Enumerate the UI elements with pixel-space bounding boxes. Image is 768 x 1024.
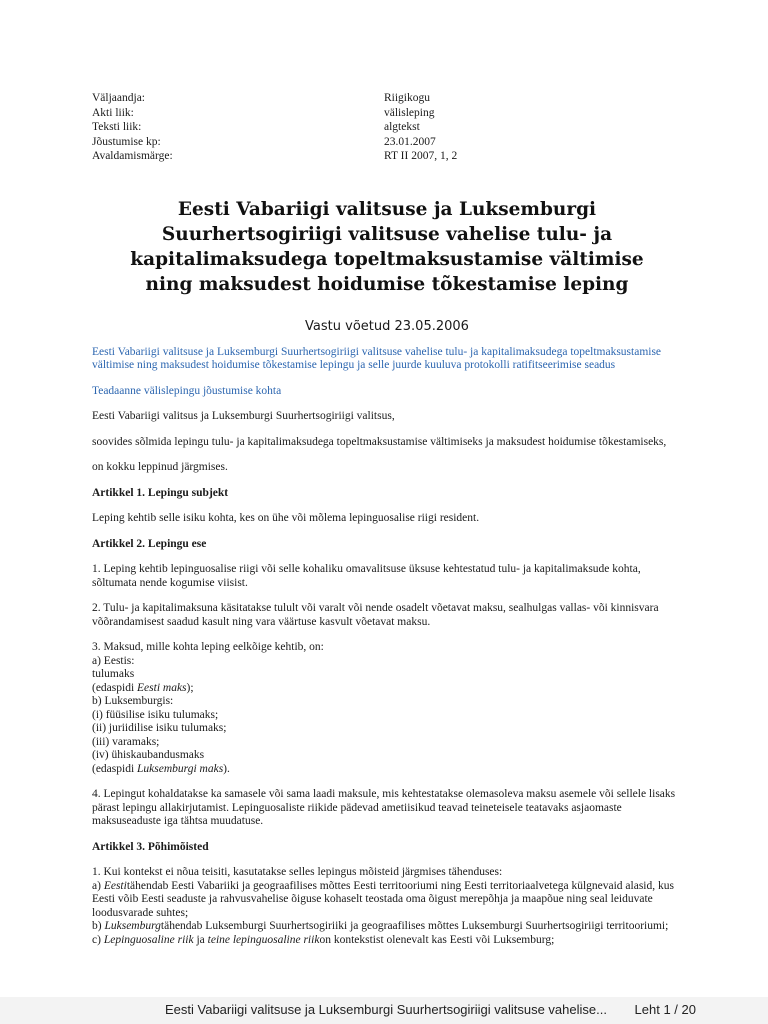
defined-term: Lepinguosaline riik (103, 933, 194, 946)
meta-key: Väljaandja: (92, 92, 146, 104)
list-line: (iv) ühiskaubandusmaks (92, 749, 205, 761)
text-fragment: (edaspidi (92, 681, 138, 694)
defined-term: teine lepinguosaline riik (207, 933, 320, 946)
definition-c: c) Lepinguosaline riik ja teine lepinguosaline riikon kontekstist olenevalt kas Eesti või Luksemburg; (92, 933, 555, 946)
footer-document-title: Eesti Vabariigi valitsuse ja Luksemburgi Suurhertsogiriigi valitsuse vahelise... (165, 1002, 607, 1017)
list-line (92, 763, 682, 777)
meta-key: Jõustumise kp: (92, 135, 161, 148)
text-fragment: ). (223, 762, 230, 775)
preamble-paragraph: soovides sõlmida lepingu tulu- ja kapitalimaksudega topeltmaksustamise vältimiseks ja maksudest hoidumise tõkestamiseks, (92, 435, 667, 448)
article-1-heading: Artikkel 1. Lepingu subjekt (92, 486, 229, 499)
article-1-text: Leping kehtib selle isiku kohta, kes on ühe või mõlema lepinguosalise riigi resident. (92, 512, 480, 524)
definition-b: b) Luksemburgtähendab Luksemburgi Suurhertsogiriiki ja geograafilises mõttes Luksemburgi Suurhertsogiriigi territooriumi; (92, 920, 669, 932)
meta-row (92, 136, 682, 151)
meta-value: algtekst (384, 121, 420, 133)
list-line: b) Luksemburgis: (92, 695, 174, 707)
text-fragment: (edaspidi (92, 762, 138, 775)
metadata-table (92, 92, 682, 165)
list-line: (iii) varamaks; (92, 735, 160, 748)
page-counter: Leht 1 / 20 (634, 1002, 696, 1017)
defined-term: Luksemburg (104, 920, 161, 932)
list-line: 3. Maksud, mille kohta leping eelkõige kehtib, on: (92, 641, 324, 653)
article-2-heading: Artikkel 2. Lepingu ese (92, 537, 207, 550)
defined-term: Luksemburgi maks (137, 762, 224, 775)
article-2-paragraph-3 (92, 641, 682, 776)
meta-row (92, 107, 682, 122)
title-line: ning maksudest hoidumise tõkestamise leping (145, 273, 629, 295)
title-line: Suurhertsogiriigi valitsuse vahelise tulu- ja (161, 223, 613, 245)
defined-term: Eesti (103, 879, 127, 892)
text-fragment: ); (186, 681, 194, 694)
entry-into-force-notice-link[interactable]: Teadaanne välislepingu jõustumise kohta (92, 384, 282, 397)
list-line (92, 682, 682, 696)
meta-key: Avaldamismärge: (92, 150, 173, 162)
definition-a: a) Eestitähendab Eesti Vabariiki ja geograafilises mõttes Eesti territooriumi ning Eesti territoriaalvetega külgnevaid alasid, kus Eesti võib Eesti seaduste ja rahvusvahelise õiguse kohaselt teostada oma õigust merepõhja ja maapõue ning seal leiduvate loodusvarade suhtes; (92, 879, 674, 919)
article-3-heading: Artikkel 3. Põhimõisted (92, 840, 209, 853)
list-line: (ii) juriidilise isiku tulumaks; (92, 722, 227, 734)
defined-term: Eesti maks (137, 681, 187, 694)
definition-text: tähendab Luksemburgi Suurhertsogiriiki ja geograafilises mõttes Luksemburgi Suurhertsogiriigi territooriumi; (160, 920, 669, 932)
title-line: Eesti Vabariigi valitsuse ja Luksemburgi (177, 198, 597, 220)
meta-key: Teksti liik: (92, 121, 142, 133)
article-2-paragraph-2: 2. Tulu- ja kapitalimaksuna käsitatakse tulult või varalt või nende osadelt võetavat maksu, sealhulgas vallas- või kinnisvara võõrandamisest saadud kasult ning vara väärtuse kasvult võetavat maksu. (92, 602, 659, 628)
meta-value: RT II 2007, 1, 2 (384, 150, 458, 162)
definition-text: tähendab Eesti Vabariiki ja geograafilises mõttes Eesti territooriumi ning Eesti territoriaalvetega külgnevaid alasid, kus Eesti võib Eesti seaduste ja rahvusvahelise õiguse kohaselt teostada oma õigust merepõhja ja maapõue ning seal leiduvate loodusvarade suhtes; (92, 879, 674, 919)
meta-row (92, 92, 682, 107)
document-title (92, 197, 682, 297)
adoption-date: Vastu võetud 23.05.2006 (305, 318, 469, 334)
page-footer (0, 997, 768, 1024)
definition-text: on kontekstist olenevalt kas Eesti või Luksemburg; (319, 933, 555, 946)
meta-value: Riigikogu (384, 92, 431, 104)
meta-value: välisleping (384, 106, 435, 119)
ratification-law-link[interactable]: Eesti Vabariigi valitsuse ja Luksemburgi Suurhertsogiriigi valitsuse vahelise tulu- ja kapitalimaksudega topeltmaksustamise vältimise ning maksudest hoidumise tõkestamise lepingu ja selle juurde kuuluva protokolli ratifitseerimise seadus (92, 345, 662, 371)
article-3-definitions (92, 866, 682, 947)
definitions-intro: 1. Kui kontekst ei nõua teisiti, kasutatakse selles lepingus mõisteid järgmises tähenduses: (92, 866, 503, 878)
parties-paragraph: Eesti Vabariigi valitsus ja Luksemburgi Suurhertsogiriigi valitsus, (92, 410, 395, 422)
meta-row (92, 150, 682, 165)
list-line: (i) füüsilise isiku tulumaks; (92, 708, 219, 721)
article-2-paragraph-1: 1. Leping kehtib lepinguosalise riigi või selle kohaliku omavalitsuse üksuse kehtestatud tulu- ja kapitalimaksude kohta, sõltumata nende kogumise viisist. (92, 563, 641, 589)
list-line: a) Eestis: (92, 654, 135, 667)
article-2-paragraph-4: 4. Lepingut kohaldatakse ka samasele või sama laadi maksule, mis kehtestatakse olemasoleva maksu asemele või sellele lisaks pärast lepingu allakirjutamist. Lepinguosaliste riikide pädevad ametiisikud teavad teineteisele teatavaks asjaomaste maksuseaduste iga tähtsa muudatuse. (92, 788, 676, 827)
meta-row (92, 121, 682, 136)
list-line: tulumaks (92, 668, 135, 680)
document-page (92, 92, 682, 947)
meta-value: 23.01.2007 (384, 135, 436, 148)
meta-key: Akti liik: (92, 106, 134, 119)
definition-connector: ja (196, 933, 205, 946)
agreement-paragraph: on kokku leppinud järgmises. (92, 461, 228, 473)
title-line: kapitalimaksudega topeltmaksustamise vältimise (130, 248, 644, 270)
